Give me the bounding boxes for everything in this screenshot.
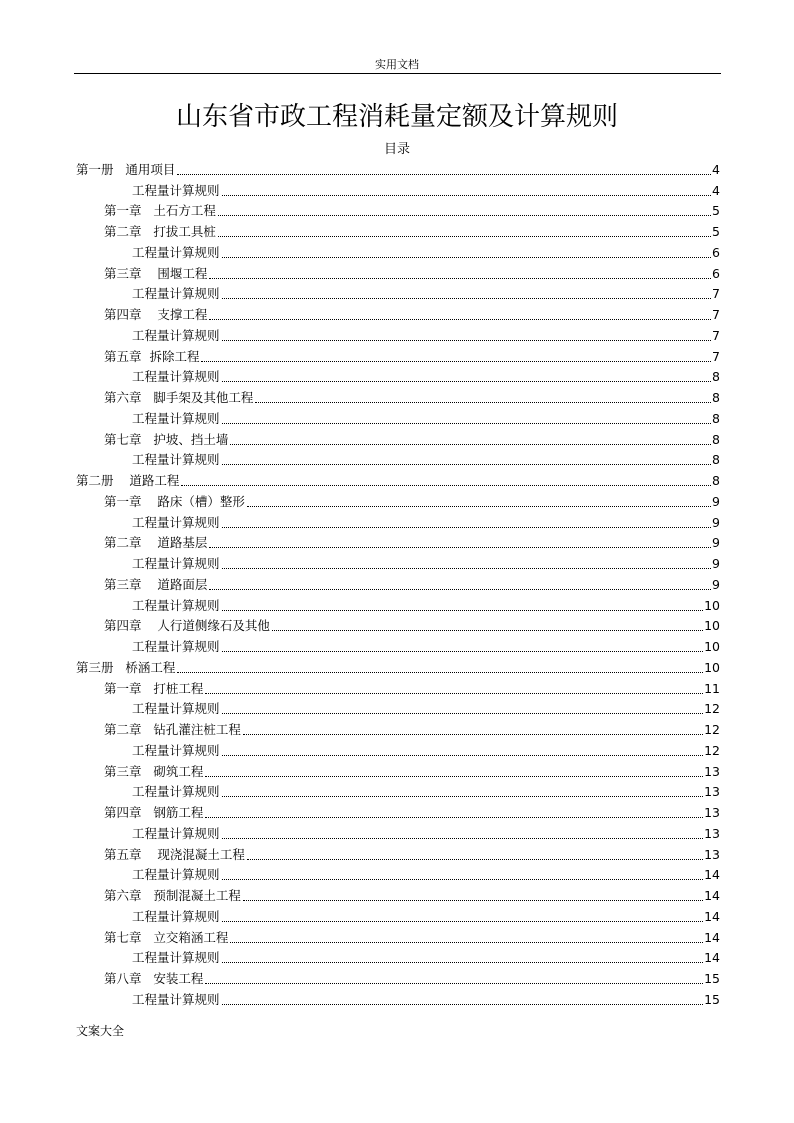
toc-dot-leader <box>230 444 711 445</box>
toc-entry[interactable] <box>76 387 720 408</box>
toc-entry-label: 第五章 拆除工程 <box>104 348 200 364</box>
toc-entry-label: 工程量计算规则 <box>132 825 220 841</box>
toc-dot-leader <box>177 174 711 175</box>
toc-entry-label: 第七章 护坡、挡土墙 <box>104 431 229 447</box>
toc-entry[interactable] <box>76 491 720 512</box>
toc-entry-page: 6 <box>712 244 720 260</box>
toc-entry[interactable] <box>76 885 720 906</box>
toc-entry-label: 工程量计算规则 <box>132 327 220 343</box>
toc-entry-page: 11 <box>704 680 720 696</box>
toc-entry-page: 4 <box>712 161 720 177</box>
toc-entry-page: 10 <box>704 659 720 675</box>
toc-dot-leader <box>181 485 711 486</box>
toc-dot-leader <box>222 921 704 922</box>
toc-dot-leader <box>222 298 712 299</box>
toc-entry-page: 8 <box>712 410 720 426</box>
toc-entry[interactable] <box>76 782 720 803</box>
toc-entry[interactable] <box>76 616 720 637</box>
toc-dot-leader <box>209 547 711 548</box>
toc-dot-leader <box>205 776 703 777</box>
toc-entry[interactable] <box>76 657 720 678</box>
toc-entry[interactable] <box>76 865 720 886</box>
toc-entry-label: 第二章 打拔工具桩 <box>104 224 216 239</box>
toc-entry-label: 第三章 道路面层 <box>104 576 208 592</box>
toc-entry[interactable] <box>76 802 720 823</box>
toc-dot-leader <box>222 713 704 714</box>
toc-entry-page: 13 <box>704 763 720 779</box>
toc-dot-leader <box>222 195 712 196</box>
toc-entry-page: 8 <box>712 390 720 405</box>
toc-entry-label: 第七章 立交箱涵工程 <box>104 929 229 945</box>
toc-dot-leader <box>205 817 703 818</box>
toc-dot-leader <box>222 796 704 797</box>
toc-dot-leader <box>201 361 711 362</box>
toc-entry-label: 第三章 围堰工程 <box>104 265 208 281</box>
toc-dot-leader <box>209 278 711 279</box>
toc-dot-leader <box>255 402 711 403</box>
toc-entry-label: 工程量计算规则 <box>132 452 220 468</box>
toc-entry-page: 7 <box>712 327 720 343</box>
toc-entry-page: 10 <box>704 639 720 654</box>
toc-dot-leader <box>247 859 703 860</box>
toc-dot-leader <box>205 983 703 984</box>
toc-entry-label: 工程量计算规则 <box>132 742 220 758</box>
toc-entry[interactable] <box>76 304 720 325</box>
toc-entry-page: 8 <box>712 369 720 385</box>
document-title: 山东省市政工程消耗量定额及计算规则 <box>175 102 618 132</box>
toc-entry-page: 13 <box>704 825 720 841</box>
toc-entry[interactable] <box>76 201 720 222</box>
toc-entry-page: 14 <box>704 908 720 924</box>
toc-entry-page: 10 <box>704 618 720 634</box>
toc-entry-label: 工程量计算规则 <box>132 991 220 1007</box>
toc-entry[interactable] <box>76 844 720 865</box>
toc-dot-leader <box>272 630 703 631</box>
toc-dot-leader <box>222 1004 704 1005</box>
toc-entry-page: 4 <box>712 182 720 198</box>
toc-entry-page: 14 <box>704 888 720 903</box>
toc-dot-leader <box>177 672 703 673</box>
toc-entry-page: 9 <box>712 535 720 551</box>
toc-dot-leader <box>205 693 703 694</box>
toc-entry[interactable] <box>76 284 720 305</box>
toc-entry[interactable] <box>76 367 720 388</box>
toc-entry[interactable] <box>76 512 720 533</box>
toc-entry-label: 第四章 支撑工程 <box>104 307 208 322</box>
toc-entry-page: 15 <box>704 991 720 1007</box>
toc-entry-page: 9 <box>712 514 720 530</box>
toc-entry-page: 13 <box>704 846 720 862</box>
toc-dot-leader <box>209 319 711 320</box>
toc-dot-leader <box>222 610 704 611</box>
toc-entry-label: 工程量计算规则 <box>132 950 220 966</box>
toc-entry-page: 13 <box>704 784 720 800</box>
toc-entry-label: 工程量计算规则 <box>132 369 220 385</box>
toc-entry[interactable] <box>76 968 720 989</box>
toc-dot-leader <box>222 423 712 424</box>
toc-dot-leader <box>230 942 703 943</box>
toc-entry[interactable] <box>76 761 720 782</box>
toc-entry[interactable] <box>76 408 720 429</box>
toc-entry-page: 8 <box>712 452 720 468</box>
toc-entry-label: 第三章 砌筑工程 <box>104 763 204 779</box>
toc-entry-page: 9 <box>712 493 720 509</box>
toc-entry[interactable] <box>76 159 720 180</box>
toc-entry-label: 工程量计算规则 <box>132 867 220 883</box>
toc-entry[interactable] <box>76 948 720 969</box>
toc-entry-label: 工程量计算规则 <box>132 286 220 302</box>
toc-entry-page: 7 <box>712 307 720 322</box>
toc-entry-page: 14 <box>704 929 720 945</box>
toc-dot-leader <box>243 900 703 901</box>
toc-entry[interactable] <box>76 989 720 1010</box>
toc-entry-label: 工程量计算规则 <box>132 514 220 530</box>
toc-dot-leader <box>222 755 704 756</box>
toc-entry-label: 工程量计算规则 <box>132 597 220 613</box>
toc-entry[interactable] <box>76 719 720 740</box>
toc-entry[interactable] <box>76 346 720 367</box>
toc-entry[interactable] <box>76 263 720 284</box>
header-rule <box>74 73 721 74</box>
toc-entry[interactable] <box>76 699 720 720</box>
toc-entry-label: 工程量计算规则 <box>132 701 220 717</box>
toc-entry-label: 第六章 脚手架及其他工程 <box>104 390 254 405</box>
toc-entry-page: 10 <box>704 597 720 613</box>
toc-entry[interactable] <box>76 927 720 948</box>
toc-entry-label: 第四章 人行道侧缘石及其他 <box>104 618 270 634</box>
toc-entry-page: 14 <box>704 950 720 966</box>
toc-entry-page: 5 <box>712 203 720 219</box>
toc-entry-page: 12 <box>704 722 720 737</box>
toc-entry-label: 第五章 现浇混凝土工程 <box>104 846 245 862</box>
toc-dot-leader <box>222 568 712 569</box>
toc-entry[interactable] <box>76 450 720 471</box>
toc-entry-label: 工程量计算规则 <box>132 639 220 654</box>
toc-dot-leader <box>222 651 704 652</box>
toc-dot-leader <box>243 734 703 735</box>
toc-entry-page: 12 <box>704 701 720 717</box>
toc-entry[interactable] <box>76 470 720 491</box>
toc-entry-label: 工程量计算规则 <box>132 182 220 198</box>
toc-entry[interactable] <box>76 221 720 242</box>
toc-entry-label: 第一章 打桩工程 <box>104 680 204 696</box>
toc-dot-leader <box>247 506 711 507</box>
toc-entry-label: 第一册 通用项目 <box>76 161 176 177</box>
toc-entry[interactable] <box>76 574 720 595</box>
toc-dot-leader <box>218 215 711 216</box>
toc-entry-page: 8 <box>712 473 720 488</box>
toc-entry-label: 第二章 钻孔灌注桩工程 <box>104 722 241 737</box>
toc-entry-label: 工程量计算规则 <box>132 244 220 260</box>
toc-entry[interactable] <box>76 595 720 616</box>
footer-text: 文案大全 <box>76 1024 125 1038</box>
toc-dot-leader <box>222 962 704 963</box>
toc-entry-page: 7 <box>712 286 720 302</box>
toc-dot-leader <box>218 236 711 237</box>
header-text: 实用文档 <box>375 58 419 71</box>
toc-heading: 目录 <box>383 142 410 157</box>
toc-entry-label: 第二章 道路基层 <box>104 535 208 551</box>
toc-dot-leader <box>209 589 711 590</box>
toc-entry[interactable] <box>76 740 720 761</box>
toc-entry-label: 第四章 钢筋工程 <box>104 805 204 820</box>
toc-entry-label: 工程量计算规则 <box>132 908 220 924</box>
toc-entry-label: 第八章 安装工程 <box>104 971 204 986</box>
toc-entry[interactable] <box>76 553 720 574</box>
toc-dot-leader <box>222 340 712 341</box>
toc-entry[interactable] <box>76 180 720 201</box>
toc-entry[interactable] <box>76 242 720 263</box>
table-of-contents <box>76 159 720 1010</box>
toc-entry-page: 9 <box>712 556 720 571</box>
toc-dot-leader <box>222 381 712 382</box>
toc-entry[interactable] <box>76 823 720 844</box>
toc-entry-page: 5 <box>712 224 720 239</box>
toc-entry[interactable] <box>76 636 720 657</box>
toc-entry-label: 第六章 预制混凝土工程 <box>104 888 241 903</box>
toc-entry-page: 8 <box>712 431 720 447</box>
toc-entry[interactable] <box>76 325 720 346</box>
toc-entry-label: 工程量计算规则 <box>132 784 220 800</box>
toc-dot-leader <box>222 257 712 258</box>
toc-dot-leader <box>222 527 712 528</box>
toc-entry-page: 13 <box>704 805 720 820</box>
toc-entry-page: 6 <box>712 265 720 281</box>
toc-entry-label: 工程量计算规则 <box>132 556 220 571</box>
toc-dot-leader <box>222 838 704 839</box>
toc-entry-label: 工程量计算规则 <box>132 410 220 426</box>
toc-entry[interactable] <box>76 429 720 450</box>
toc-entry-page: 15 <box>704 971 720 986</box>
toc-entry-label: 第三册 桥涵工程 <box>76 659 176 675</box>
toc-entry[interactable] <box>76 906 720 927</box>
toc-entry-page: 12 <box>704 742 720 758</box>
toc-entry-page: 14 <box>704 867 720 883</box>
toc-entry-label: 第二册 道路工程 <box>76 473 180 488</box>
toc-entry[interactable] <box>76 678 720 699</box>
toc-entry-page: 7 <box>712 348 720 364</box>
toc-entry[interactable] <box>76 533 720 554</box>
toc-entry-label: 第一章 路床（槽）整形 <box>104 493 245 509</box>
toc-dot-leader <box>222 464 712 465</box>
toc-entry-label: 第一章 土石方工程 <box>104 203 216 219</box>
toc-dot-leader <box>222 879 704 880</box>
toc-entry-page: 9 <box>712 576 720 592</box>
